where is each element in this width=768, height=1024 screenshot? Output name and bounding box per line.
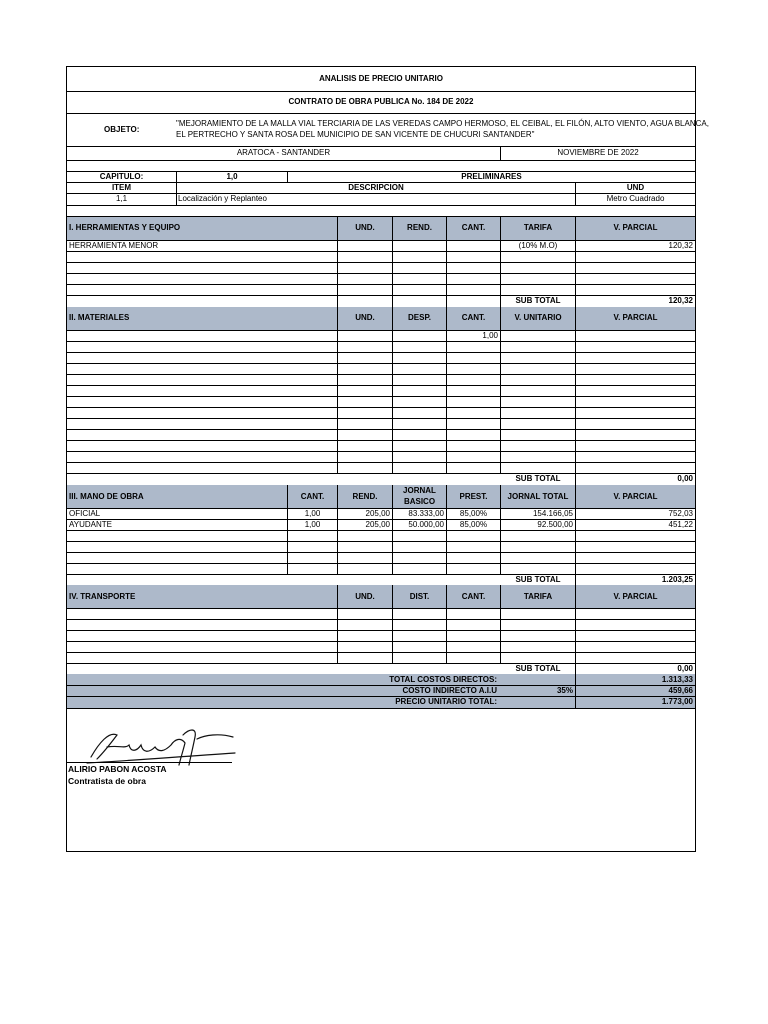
row-cant: 1,00 bbox=[482, 331, 498, 340]
row-jornal-total: 154.166,05 bbox=[532, 509, 573, 518]
row-cant: 1,00 bbox=[304, 509, 321, 518]
col-v-parcial: V. PARCIAL bbox=[613, 223, 658, 232]
row-cant: 1,00 bbox=[304, 520, 321, 529]
objeto-line-1: "MEJORAMIENTO DE LA MALLA VIAL TERCIARIA DE LAS VEREDAS CAMPO HERMOSO, EL CEIBAL, EL FILÓN, ALTO VIENTO, AGUA BLANCA, bbox=[176, 119, 709, 128]
chapter-name: PRELIMINARES bbox=[461, 172, 522, 181]
row-jornal: 50.000,00 bbox=[408, 520, 444, 529]
item-description: Localización y Replanteo bbox=[178, 194, 267, 203]
col-tarifa: TARIFA bbox=[523, 592, 553, 601]
indirect-cost-percent: 35% bbox=[556, 686, 573, 695]
col-basico: BASICO bbox=[403, 497, 436, 506]
subtotal-value: 0,00 bbox=[677, 474, 693, 483]
row-v-parcial: 752,03 bbox=[668, 509, 693, 518]
section-title-materials: II. MATERIALES bbox=[69, 313, 130, 322]
row-prest: 85,00% bbox=[459, 520, 488, 529]
subtotal-label: SUB TOTAL bbox=[515, 296, 561, 305]
row-description: OFICIAL bbox=[69, 509, 101, 518]
col-jornal-total: JORNAL TOTAL bbox=[507, 492, 569, 501]
row-rend: 205,00 bbox=[365, 509, 390, 518]
col-prest: PREST. bbox=[459, 492, 488, 501]
col-cant: CANT. bbox=[461, 223, 486, 232]
col-dist: DIST. bbox=[409, 592, 430, 601]
unit-price-value: 1.773,00 bbox=[661, 697, 693, 706]
col-v-parcial: V. PARCIAL bbox=[613, 592, 658, 601]
chapter-label: CAPITULO: bbox=[99, 172, 144, 181]
chapter-number: 1,0 bbox=[226, 172, 238, 181]
col-tarifa: TARIFA bbox=[523, 223, 553, 232]
section-title-transport: IV. TRANSPORTE bbox=[69, 592, 136, 601]
row-v-parcial: 451,22 bbox=[668, 520, 693, 529]
unit-price-label: PRECIO UNITARIO TOTAL: bbox=[395, 697, 497, 706]
objeto-label: OBJETO: bbox=[104, 125, 140, 134]
unit-header: UND bbox=[626, 183, 645, 192]
col-und: UND. bbox=[355, 592, 375, 601]
col-desp: DESP. bbox=[408, 313, 431, 322]
row-tarifa: (10% M.O) bbox=[518, 241, 558, 250]
row-description: HERRAMIENTA MENOR bbox=[69, 241, 159, 250]
row-prest: 85,00% bbox=[459, 509, 488, 518]
col-cant: CANT. bbox=[461, 592, 486, 601]
col-cant: CANT. bbox=[300, 492, 325, 501]
objeto-line-2: EL PERTRECHO Y SANTA ROSA DEL MUNICIPIO DE SAN VICENTE DE CHUCURI SANTANDER" bbox=[176, 130, 535, 139]
col-und: UND. bbox=[355, 313, 375, 322]
col-cant: CANT. bbox=[461, 313, 486, 322]
total-direct-value: 1.313,33 bbox=[661, 675, 693, 684]
row-jornal: 83.333,00 bbox=[408, 509, 444, 518]
subtotal-label: SUB TOTAL bbox=[515, 575, 561, 584]
location: ARATOCA - SANTANDER bbox=[236, 148, 331, 157]
signer-name: ALIRIO PABON ACOSTA bbox=[68, 764, 167, 774]
subtotal-label: SUB TOTAL bbox=[515, 474, 561, 483]
total-direct-label: TOTAL COSTOS DIRECTOS: bbox=[389, 675, 497, 684]
col-rend: REND. bbox=[407, 223, 432, 232]
subtotal-value: 0,00 bbox=[677, 664, 693, 673]
subtotal-value: 1.203,25 bbox=[661, 575, 693, 584]
contract-number: CONTRATO DE OBRA PUBLICA No. 184 DE 2022 bbox=[288, 97, 474, 106]
item-number: 1,1 bbox=[115, 194, 128, 203]
row-v-parcial: 120,32 bbox=[668, 241, 693, 250]
row-description: AYUDANTE bbox=[69, 520, 112, 529]
section-title-tools: I. HERRAMIENTAS Y EQUIPO bbox=[69, 223, 181, 232]
price-analysis-sheet bbox=[66, 66, 709, 852]
col-und: UND. bbox=[355, 223, 375, 232]
col-jornal: JORNAL bbox=[403, 486, 436, 495]
subtotal-label: SUB TOTAL bbox=[515, 664, 561, 673]
row-jornal-total: 92.500,00 bbox=[537, 520, 573, 529]
col-v-parcial: V. PARCIAL bbox=[613, 313, 658, 322]
item-header: ITEM bbox=[111, 183, 132, 192]
indirect-cost-value: 459,66 bbox=[668, 686, 693, 695]
signer-role: Contratista de obra bbox=[68, 776, 146, 786]
col-rend: REND. bbox=[352, 492, 378, 501]
document-title: ANALISIS DE PRECIO UNITARIO bbox=[319, 74, 443, 83]
description-header: DESCRIPCION bbox=[348, 183, 404, 192]
date: NOVIEMBRE DE 2022 bbox=[557, 148, 639, 157]
section-title-labor: III. MANO DE OBRA bbox=[69, 492, 144, 501]
subtotal-value: 120,32 bbox=[668, 296, 693, 305]
item-unit: Metro Cuadrado bbox=[606, 194, 665, 203]
row-rend: 205,00 bbox=[365, 520, 390, 529]
col-v-unitario: V. UNITARIO bbox=[514, 313, 562, 322]
indirect-cost-label: COSTO INDIRECTO A.I.U bbox=[402, 686, 497, 695]
col-v-parcial: V. PARCIAL bbox=[613, 492, 658, 501]
